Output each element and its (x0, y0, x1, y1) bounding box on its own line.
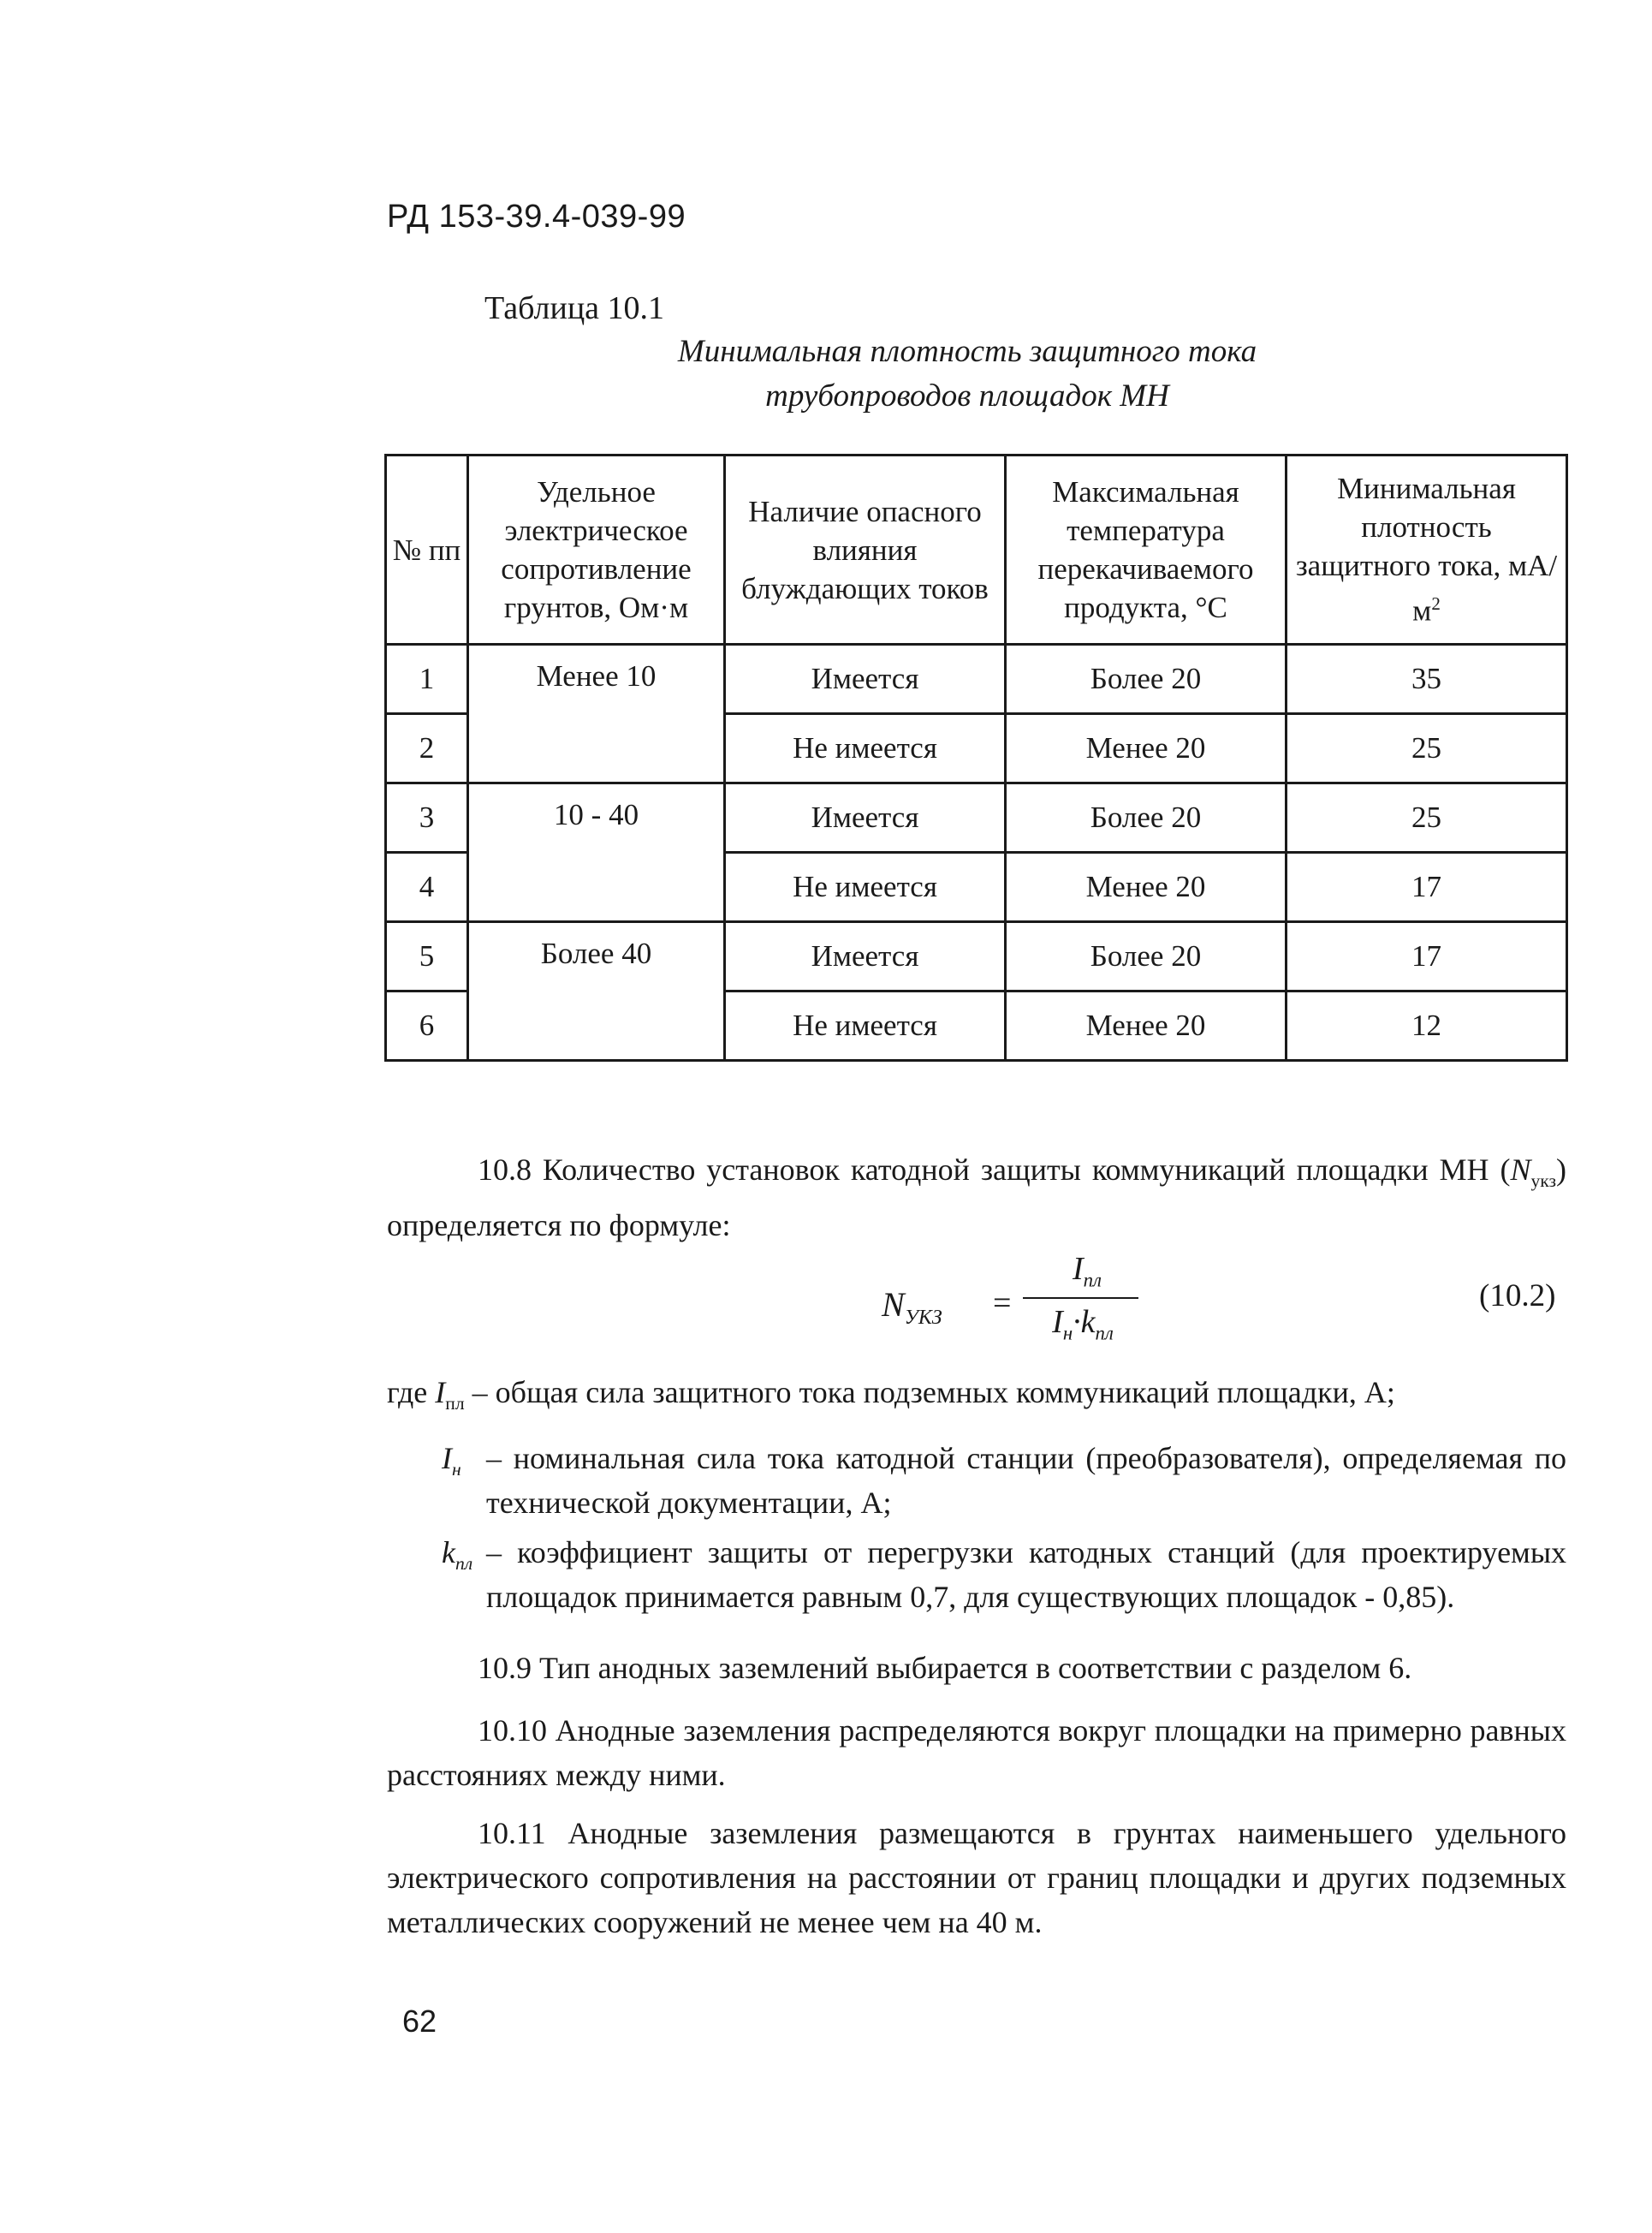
cell-influence: Имеется (725, 922, 1006, 991)
header-unit-superscript: 2 (1431, 593, 1441, 615)
cell-number: 5 (386, 922, 468, 991)
definition-term-subscript: пл (455, 1553, 473, 1575)
definition-term (442, 1436, 461, 1492)
document-code: РД 153-39.4-039-99 (387, 199, 686, 235)
paragraph-10-8-text-a: 10.8 Количество установок катодной защиты коммуникаций площадки МН ( (478, 1152, 1511, 1187)
formula-equals: = (993, 1285, 1012, 1321)
paragraph-10-8 (387, 1147, 1566, 1248)
current-density-table (384, 454, 1568, 1062)
cell-influence: Не имеется (725, 853, 1006, 922)
cell-temperature: Более 20 (1006, 645, 1287, 714)
definition-term-var: I (442, 1441, 452, 1476)
cell-number: 6 (386, 991, 468, 1061)
cell-number: 1 (386, 645, 468, 714)
variable-n-subscript: укз (1530, 1170, 1556, 1192)
cell-number: 2 (386, 714, 468, 783)
formula-den-var-a: I (1052, 1304, 1063, 1340)
header-number: № пп (386, 456, 468, 645)
table-row (386, 645, 1567, 714)
formula-den-var-b: k (1080, 1304, 1096, 1340)
definition-text (486, 1436, 1566, 1525)
formula-10-2 (882, 1250, 1130, 1353)
formula-numerator-var: I (1073, 1251, 1084, 1287)
definition-main-text: – общая сила защитного тока подземных коммуникаций площадки, А; (472, 1375, 1395, 1409)
cell-number: 3 (386, 783, 468, 853)
header-temperature: Максимальная температура перекачиваемого продукта, °С (1006, 456, 1287, 645)
definition-where-word: где (387, 1375, 428, 1409)
header-resistance: Удельное электрическое сопротивление грунтов, Ом·м (468, 456, 725, 645)
cell-resistance: 10 - 40 (468, 783, 725, 922)
formula-numerator (1031, 1250, 1143, 1292)
formula-lhs-subscript: УКЗ (904, 1307, 942, 1329)
cell-density: 17 (1287, 853, 1567, 922)
cell-density: 25 (1287, 783, 1567, 853)
cell-influence: Не имеется (725, 991, 1006, 1061)
paragraph-10-11 (387, 1811, 1566, 1944)
paragraph-10-9 (387, 1646, 1566, 1690)
definition-term-var: k (442, 1535, 455, 1570)
paragraph-10-10 (387, 1708, 1566, 1797)
cell-density: 25 (1287, 714, 1567, 783)
cell-temperature: Менее 20 (1006, 714, 1287, 783)
table-title (651, 330, 1284, 419)
definition-main-var-subscript: пл (445, 1393, 465, 1414)
table-label: Таблица 10.1 (484, 290, 665, 326)
definition-term (442, 1530, 472, 1586)
definition-item (387, 1436, 1566, 1525)
definition-text (486, 1530, 1566, 1619)
cell-temperature: Более 20 (1006, 922, 1287, 991)
cell-resistance: Более 40 (468, 922, 725, 1061)
table-row (386, 922, 1567, 991)
header-current-density-text: Минимальная плотность защитного тока, мА/м (1295, 472, 1558, 628)
table-row (386, 783, 1567, 853)
cell-influence: Имеется (725, 645, 1006, 714)
formula-den-dot: · (1073, 1304, 1081, 1340)
header-stray-current: Наличие опасного влияния блуждающих токов (725, 456, 1006, 645)
cell-influence: Не имеется (725, 714, 1006, 783)
cell-density: 35 (1287, 645, 1567, 714)
table-title-line-1: Минимальная плотность защитного тока (677, 334, 1257, 369)
definition-term-subscript: н (452, 1459, 461, 1480)
cell-resistance: Менее 10 (468, 645, 725, 783)
formula-number: (10.2) (1479, 1278, 1556, 1313)
cell-density: 17 (1287, 922, 1567, 991)
definition-body: номинальная сила тока катодной станции (преобразователя), определяемая по технической документации, А; (486, 1441, 1567, 1521)
cell-temperature: Более 20 (1006, 783, 1287, 853)
cell-temperature: Менее 20 (1006, 853, 1287, 922)
formula-lhs (882, 1284, 942, 1330)
table-title-line-2: трубопроводов площадок МН (765, 378, 1169, 414)
page-number: 62 (402, 2004, 437, 2039)
cell-density: 12 (1287, 991, 1567, 1061)
paragraph-10-9-text: 10.9 Тип анодных заземлений выбирается в соответствии с разделом 6. (478, 1651, 1412, 1685)
definition-dash: – (486, 1535, 502, 1570)
formula-denominator (1023, 1303, 1143, 1345)
variable-n: N (1510, 1152, 1531, 1187)
definition-body: коэффициент защиты от перегрузки катодных станций (для проектируемых площадок принимается равным 0,7, для существующих площадок - 0,85). (486, 1535, 1567, 1615)
formula-fraction-line (1023, 1297, 1138, 1299)
definition-main (387, 1370, 1566, 1426)
cell-temperature: Менее 20 (1006, 991, 1287, 1061)
definition-main-var: I (435, 1375, 446, 1409)
formula-lhs-var: N (882, 1285, 905, 1324)
header-current-density (1287, 456, 1567, 645)
definitions (387, 1370, 1566, 1619)
paragraph-10-11-text: 10.11 Анодные заземления размещаются в грунтах наименьшего удельного электрического сопротивления на расстоянии от границ площадки и других подземных металлических сооружений не менее чем на 40 м. (387, 1816, 1566, 1939)
definition-item (387, 1530, 1566, 1619)
formula-den-sub-a: н (1062, 1322, 1073, 1344)
formula-den-sub-b: пл (1095, 1322, 1114, 1344)
cell-number: 4 (386, 853, 468, 922)
formula-numerator-subscript: пл (1083, 1269, 1102, 1291)
definition-dash: – (486, 1441, 502, 1476)
paragraph-10-8-text-b: ) определяется по формуле: (387, 1152, 1566, 1243)
paragraph-10-10-text: 10.10 Анодные заземления распределяются вокруг площадки на примерно равных расстояниях между ними. (387, 1713, 1566, 1792)
cell-influence: Имеется (725, 783, 1006, 853)
table-header-row (386, 456, 1567, 645)
